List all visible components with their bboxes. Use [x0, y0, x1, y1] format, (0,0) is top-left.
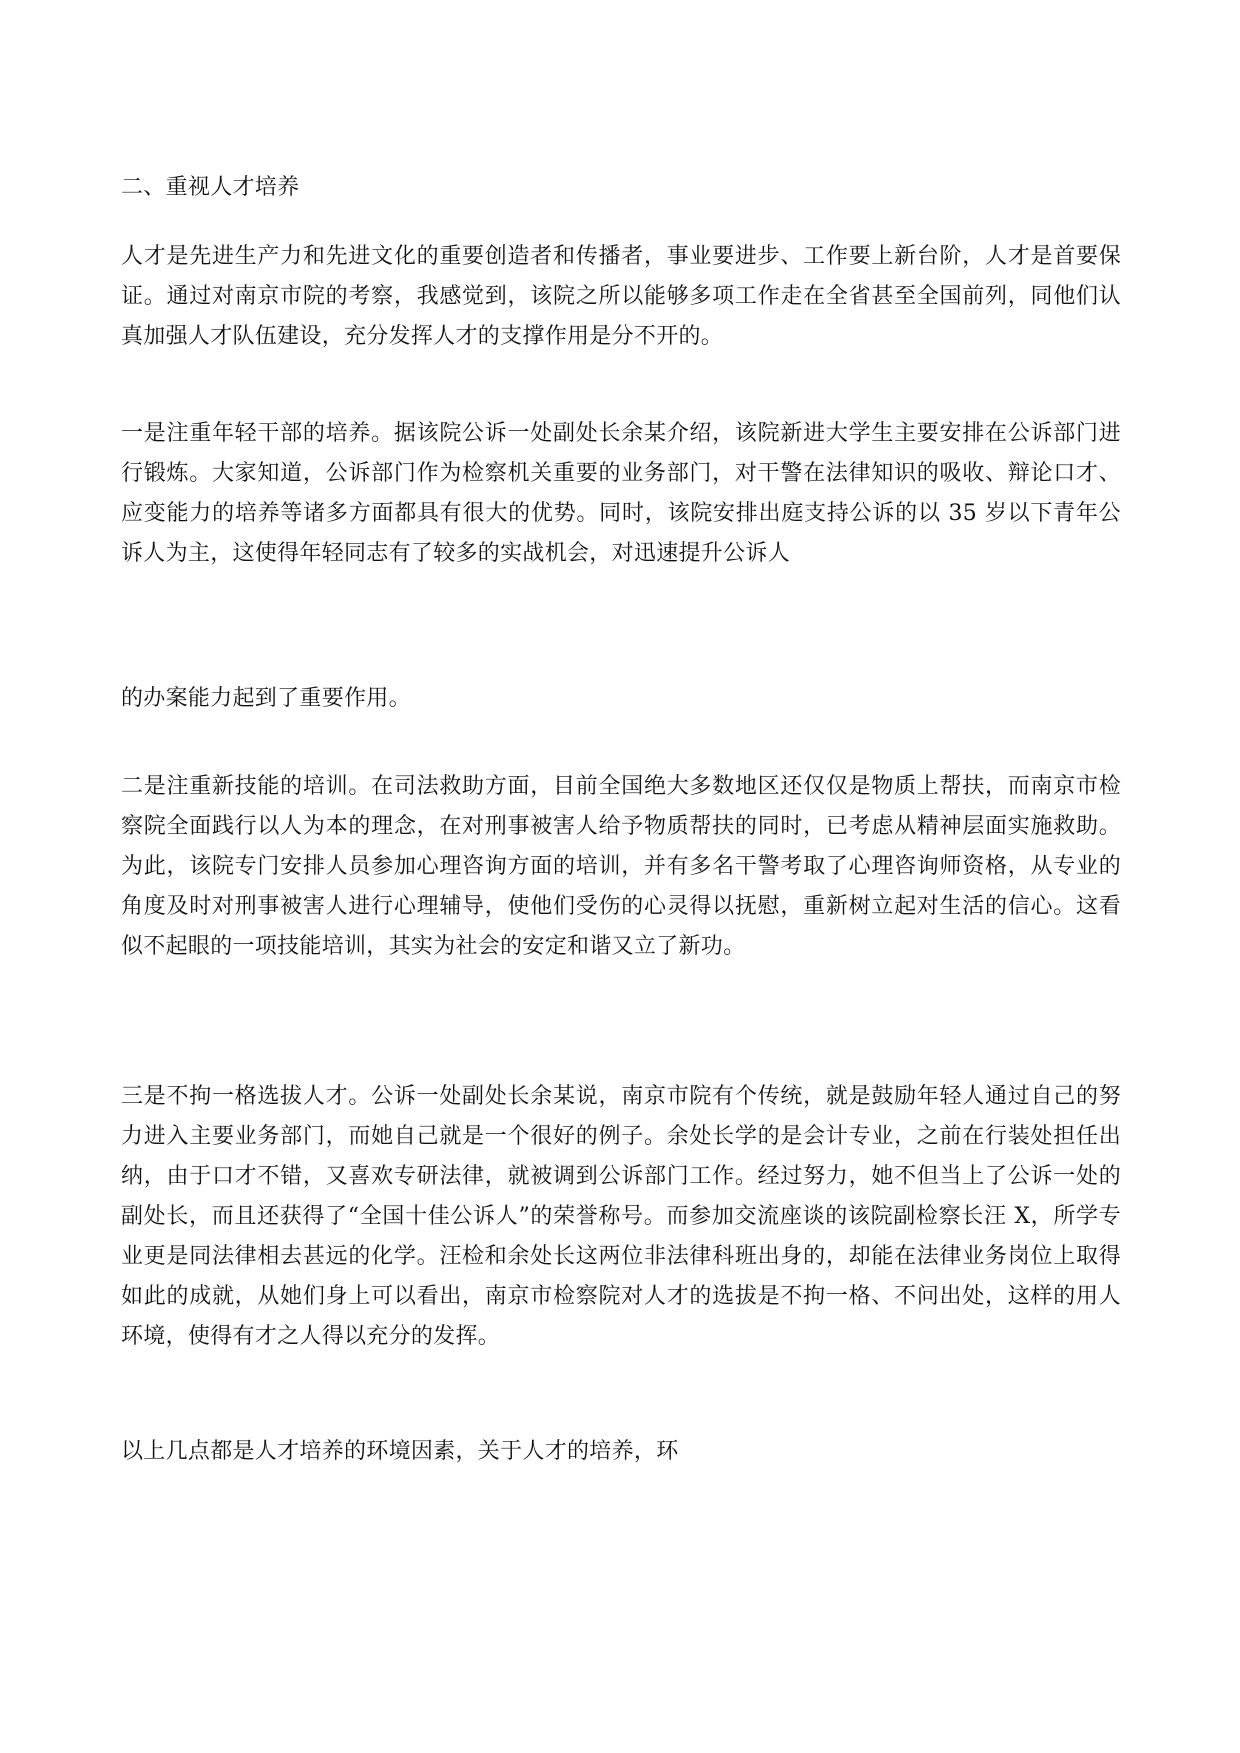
paragraph-conclusion: 以上几点都是人才培养的环境因素，关于人才的培养，环: [121, 1439, 679, 1464]
section-heading: 二、重视人才培养: [121, 175, 300, 200]
paragraph-talent-selection: 三是不拘一格选拔人才。公诉一处副处长余某说，南京市院有个传统，就是鼓励年轻人通过自己的努力进入主要业务部门，而她自己就是一个很好的例子。余处长学的是会计专业，之前在行装处担任出纳，由于口才不错，又喜欢专研法律，就被调到公诉部门工作。经过努力，她不但当上了公诉一处的副处长，而且还获得了“全国十佳公诉人”的荣誉称号。而参加交流座谈的该院副检察长汪 X，所学专业更是同法律相去甚远的化学。汪检和余处长这两位非法律科班出身的，却能在法律业务岗位上取得如此的成就，从她们身上可以看出，南京市检察院对人才的选拔是不拘一格、不问出处，这样的用人环境，使得有才之人得以充分的发挥。: [121, 1084, 1121, 1349]
paragraph-young-cadres-continued: 的办案能力起到了重要作用。: [121, 686, 411, 711]
paragraph-young-cadres: 一是注重年轻干部的培养。据该院公诉一处副处长余某介绍，该院新进大学生主要安排在公诉部门进行锻炼。大家知道，公诉部门作为检察机关重要的业务部门，对干警在法律知识的吸收、辩论口才、应变能力的培养等诸多方面都具有很大的优势。同时，该院安排出庭支持公诉的以 35 岁以下青年公诉人为主，这使得年轻同志有了较多的实战机会，对迅速提升公诉人: [121, 421, 1121, 566]
paragraph-intro: 人才是先进生产力和先进文化的重要创造者和传播者，事业要进步、工作要上新台阶，人才是首要保证。通过对南京市院的考察，我感觉到，该院之所以能够多项工作走在全省甚至全国前列，同他们认真加强人才队伍建设，充分发挥人才的支撑作用是分不开的。: [121, 244, 1121, 349]
paragraph-new-skills: 二是注重新技能的培训。在司法救助方面，目前全国绝大多数地区还仅仅是物质上帮扶，而南京市检察院全面践行以人为本的理念，在对刑事被害人给予物质帮扶的同时，已考虑从精神层面实施救助。为此，该院专门安排人员参加心理咨询方面的培训，并有多名干警考取了心理咨询师资格，从专业的角度及时对刑事被害人进行心理辅导，使他们受伤的心灵得以抚慰，重新树立起对生活的信心。这看似不起眼的一项技能培训，其实为社会的安定和谐又立了新功。: [121, 774, 1121, 959]
